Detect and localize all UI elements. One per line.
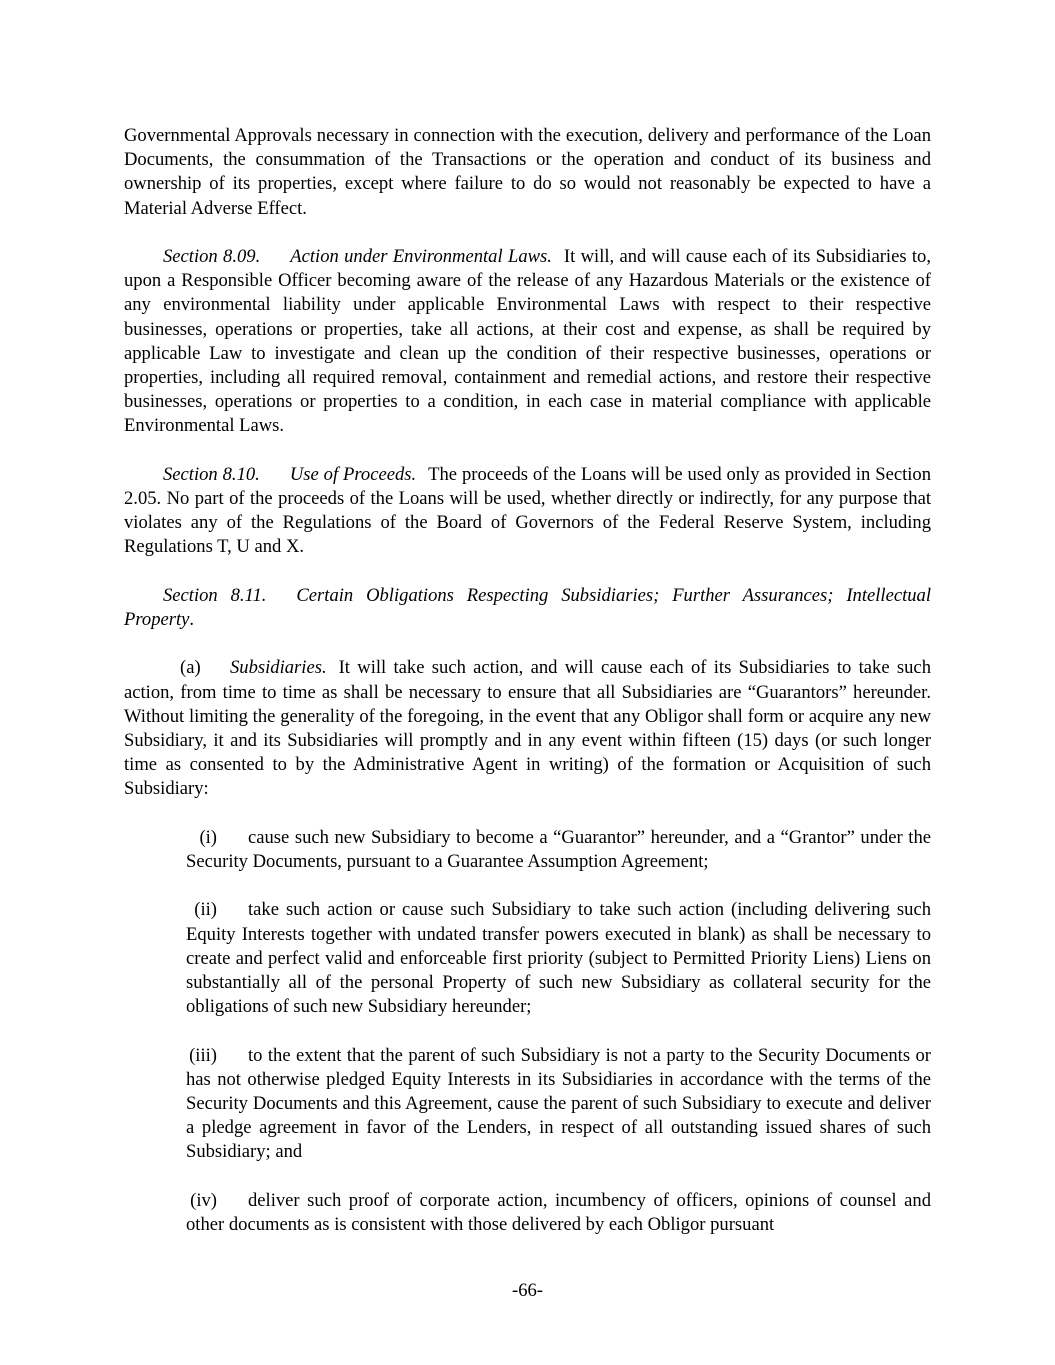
sub-item-label: (iv) (190, 1189, 217, 1211)
section-number: Section 8.10. (163, 463, 260, 485)
sub-item-label: (ii) (194, 899, 217, 921)
section-body: The proceeds of the Loans will be used only as provided in Section 2.05. No part of the proceeds of the Loans will be used, whether directly or indirectly, for any purpose that violates any of the Regulations of the Board of Governors of the Federal Reserve System, including Regulations T, U and X. (124, 463, 931, 558)
sub-item-label: (i) (199, 826, 217, 848)
section-title: Certain Obligations Respecting Subsidiaries; Further Assurances; Intellectual Property (124, 584, 931, 631)
continuation-paragraph: Governmental Approvals necessary in connection with the execution, delivery and performance of the Loan Documents, the consummation of the Transactions or the operation and conduct of its business and ownership of its properties, except where failure to do so would not reasonably be expected to have a Material Adverse Effect. (124, 125, 931, 219)
sub-item-iii (186, 1044, 931, 1165)
section-number: Section 8.11. (163, 584, 267, 606)
section-8-09 (124, 245, 931, 439)
section-number: Section 8.09. (163, 246, 261, 267)
clause-label: (a) (180, 657, 201, 679)
section-8-10 (124, 463, 931, 560)
document-page (124, 124, 931, 1237)
section-title: Action under Environmental Laws. (290, 246, 552, 267)
sub-item-ii (186, 898, 931, 1019)
section-body: It will, and will cause each of its Subsidiaries to, upon a Responsible Officer becoming aware of the release of any Hazardous Materials or the existence of any environmental liability under applicable Environmental Laws with respect to their respective businesses, operations or properties, take all actions, at their cost and expense, as shall be required by applicable Law to investigate and clean up the condition of their respective businesses, operations or properties, including all required removal, containment and remedial actions, and restore their respective businesses, operations or properties to a condition, in each case in material compliance with applicable Environmental Laws. (124, 246, 931, 437)
clause-body: It will take such action, and will cause each of its Subsidiaries to take such action, from time to time as shall be necessary to ensure that all Subsidiaries are “Guarantors” hereunder. Without limiting the generality of the foregoing, in the event that any Obligor shall form or acquire any new Subsidiary, it and its Subsidiaries will promptly and in any event within fifteen (15) days (or such longer time as consented to by the Administrative Agent in writing) of the formation or Acquisition of such Subsidiary: (124, 657, 931, 800)
sub-item-text: deliver such proof of corporate action, incumbency of officers, opinions of counsel and other documents as is consistent with those delivered by each Obligor pursuant (186, 1189, 931, 1236)
sub-item-label: (iii) (189, 1044, 217, 1066)
sub-item-text: take such action or cause such Subsidiary to take such action (including delivering such Equity Interests together with undated transfer powers executed in blank) as shall be necessary to create and perfect valid and enforceable first priority (subject to Permitted Priority Liens) Liens on substantially all of the personal Property of such new Subsidiary as collateral security for the obligations of such new Subsidiary hereunder; (186, 899, 931, 1018)
section-8-11-heading (124, 584, 931, 632)
clause-a-subsidiaries (124, 656, 931, 801)
section-title-period: . (189, 609, 195, 631)
sub-item-text: to the extent that the parent of such Subsidiary is not a party to the Security Documents or has not otherwise pledged Equity Interests in its Subsidiaries in accordance with the terms of the Security Documents and this Agreement, cause the parent of such Subsidiary to execute and deliver a pledge agreement in favor of the Lenders, in respect of all outstanding issued shares of such Subsidiary; and (186, 1044, 931, 1163)
page-number: -66- (512, 1280, 543, 1301)
clause-title: Subsidiaries. (230, 657, 327, 679)
sub-item-text: cause such new Subsidiary to become a “Guarantor” hereunder, and a “Grantor” under the Security Documents, pursuant to a Guarantee Assumption Agreement; (186, 826, 931, 873)
sub-item-i (186, 826, 931, 874)
sub-item-iv (186, 1189, 931, 1237)
section-title: Use of Proceeds. (289, 463, 417, 485)
